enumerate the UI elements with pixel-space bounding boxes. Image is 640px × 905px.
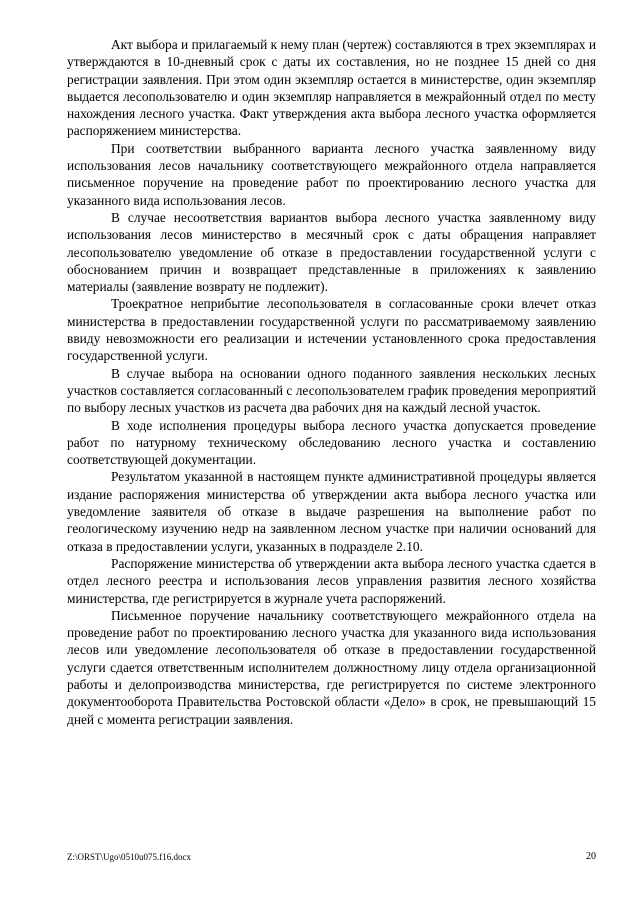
document-body [67, 36, 596, 728]
page-footer [67, 851, 596, 865]
page-number: 20 [586, 851, 596, 862]
paragraph-refusal-notice: В случае несоответствия вариантов выбора лесного участка заявленному виду использования лесов министерство в месячный срок с даты обращения направляет лесопользователю уведомление об отказе в предоставлении государственной услуги с обоснованием причин и возвращает представленные в приложениях к заявлению материалы (заявление возврату не подлежит). [67, 209, 596, 295]
paragraph-multiple-plots-schedule: В случае выбора на основании одного поданного заявления нескольких лесных участков составляется согласованный с лесопользователем график проведения мероприятий по выбору лесных участков из расчета два рабочих дня на каждый лесной участок. [67, 365, 596, 416]
footer-file-path: Z:\ORST\Ugo\0510u075.f16.docx [67, 852, 191, 862]
paragraph-triple-absence: Троекратное неприбытие лесопользователя в согласованные сроки влечет отказ министерства в предоставлении государственной услуги по рассматриваемому заявлению ввиду невозможности его реализации и истечении установленного срока предоставления государственной услуги. [67, 296, 596, 364]
paragraph-field-survey: В ходе исполнения процедуры выбора лесного участка допускается проведение работ по натурному техническому обследованию лесного участка и составлению соответствующей документации. [67, 417, 596, 468]
paragraph-design-order: При соответствии выбранного варианта лесного участка заявленному виду использования лесов начальнику соответствующего межрайонного отдела направляется письменное поручение на проведение работ по проектированию лесного участка для указанного вида использования лесов. [67, 140, 596, 208]
paragraph-act-approval: Акт выбора и прилагаемый к нему план (чертеж) составляются в трех экземплярах и утверждаются в 10-дневный срок с даты их составления, но не позднее 15 дней со дня регистрации заявления. При этом один экземпляр остается в министерстве, один экземпляр выдается лесопользователю и один экземпляр направляется в межрайонный отдел по месту нахождения лесного участка. Факт утверждения акта выбора лесного участка оформляется распоряжением министерства. [67, 37, 596, 139]
paragraph-order-registration: Распоряжение министерства об утверждении акта выбора лесного участка сдается в отдел лесного реестра и использования лесов управления развития лесного хозяйства министерства, где регистрируется в журнале учета распоряжений. [67, 555, 596, 606]
paragraph-procedure-result: Результатом указанной в настоящем пункте административной процедуры является издание распоряжения министерства об утверждении акта выбора лесного участка или уведомление заявителя об отказе в выдаче разрешения на выполнение работ по геологическому изучению недр на заявленном лесном участке при наличии оснований для отказа в предоставлении услуги, указанных в подразделе 2.10. [67, 469, 596, 554]
paragraph-written-instruction: Письменное поручение начальнику соответствующего межрайонного отдела на проведение работ по проектированию лесного участка для указанного вида использования лесов или уведомление лесопользователя об отказе в предоставлении государственной услуги сдается ответственным исполнителем должностному лицу отдела организационной работы и делопроизводства министерства, где регистрируется по системе электронного документооборота Правительства Ростовской области «Дело» в срок, не превышающий 15 дней с момента регистрации заявления. [67, 607, 596, 727]
